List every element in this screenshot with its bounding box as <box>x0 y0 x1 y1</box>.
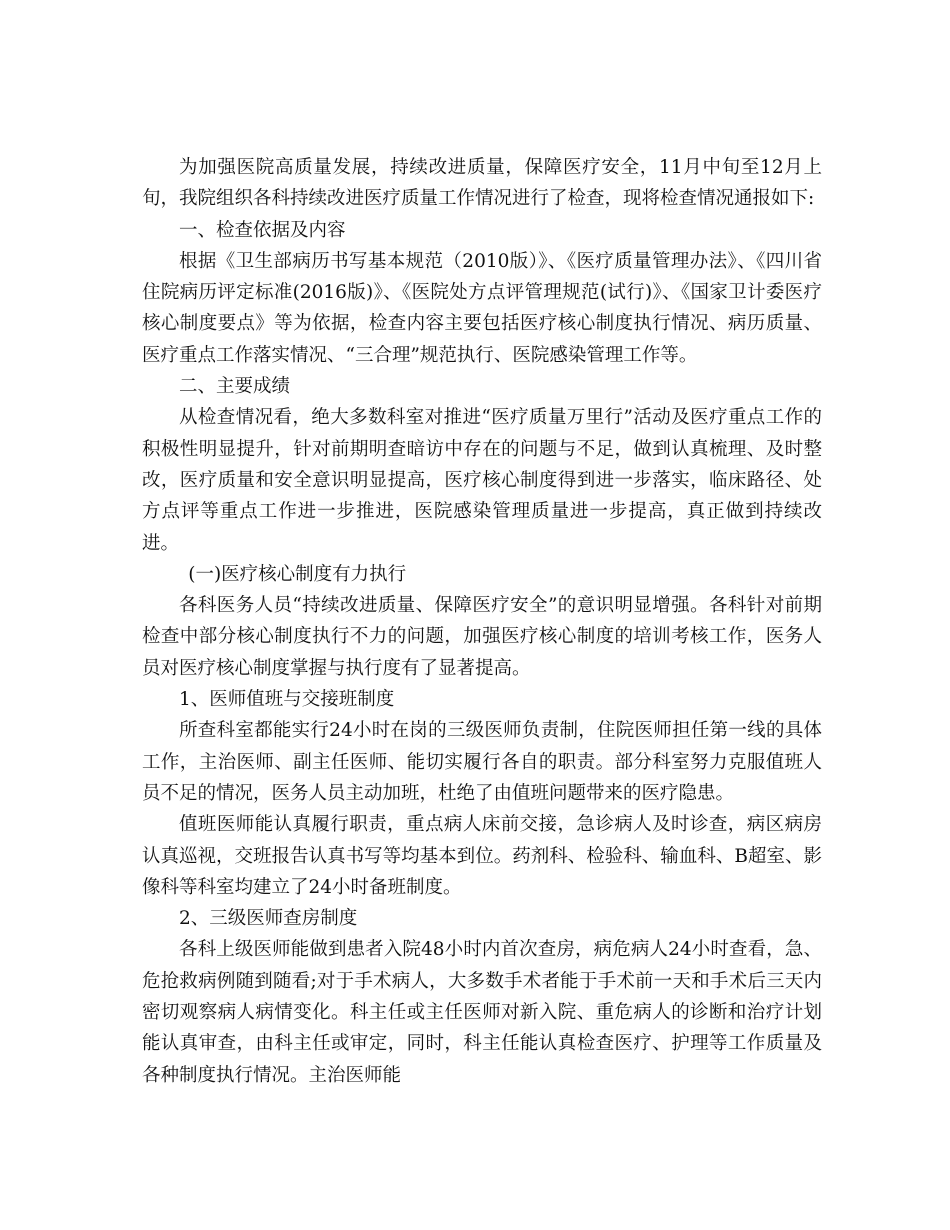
document-body <box>142 152 822 1091</box>
item-heading-ward-rounds: 2、三级医师查房制度 <box>179 908 358 930</box>
achievements-paragraph: 从检查情况看，绝大多数科室对推进“医疗质量万里行”活动及医疗重点工作的积极性明显提升，针对前期明查暗访中存在的问题与不足，做到认真梳理、及时整改，医疗质量和安全意识明显提高，医疗核心制度得到进一步落实，临床路径、处方点评等重点工作进一步推进，医院感染管理质量进一步提高，真正做到持续改进。 <box>142 407 822 554</box>
duty-handover-paragraph-1: 所查科室都能实行24小时在岗的三级医师负责制，住院医师担任第一线的具体工作，主治医师、副主任医师、能切实履行各自的职责。部分科室努力克服值班人员不足的情况，医务人员主动加班，杜绝了由值班问题带来的医疗隐患。 <box>142 720 822 804</box>
item-heading-duty-handover: 1、医师值班与交接班制度 <box>179 689 395 711</box>
inspection-basis-paragraph: 根据《卫生部病历书写基本规范（2010版）》、《医疗质量管理办法》、《四川省住院病历评定标准(2016版)》、《医院处方点评管理规范(试行)》、《国家卫计委医疗核心制度要点》等为依据，检查内容主要包括医疗核心制度执行情况、病历质量、医疗重点工作落实情况、“三合理”规范执行、医院感染管理工作等。 <box>142 250 822 366</box>
ward-rounds-paragraph: 各科上级医师能做到患者入院48小时内首次查房，病危病人24小时查看，急、危抢救病例随到随看;对于手术病人，大多数手术者能于手术前一天和手术后三天内密切观察病人病情变化。科主任或主任医师对新入院、重危病人的诊断和治疗计划能认真审查，由科主任或审定，同时，科主任能认真检查医疗、护理等工作质量及各种制度执行情况。主治医师能 <box>142 939 822 1086</box>
section-heading-achievements: 二、主要成绩 <box>179 376 291 398</box>
core-system-paragraph: 各科医务人员“持续改进质量、保障医疗安全”的意识明显增强。各科针对前期检查中部分核心制度执行不力的问题，加强医疗核心制度的培训考核工作，医务人员对医疗核心制度掌握与执行度有了显著提高。 <box>142 595 822 679</box>
subsection-heading-core-system: (一)医疗核心制度有力执行 <box>188 563 407 585</box>
duty-handover-paragraph-2: 值班医师能认真履行职责，重点病人床前交接，急诊病人及时诊查，病区病房认真巡视，交班报告认真书写等均基本到位。药剂科、检验科、输血科、B超室、影像科等科室均建立了24小时备班制度。 <box>142 814 822 898</box>
section-heading-inspection-basis: 一、检查依据及内容 <box>179 219 346 241</box>
intro-paragraph: 为加强医院高质量发展，持续改进质量，保障医疗安全，11月中旬至12月上旬，我院组织各科持续改进医疗质量工作情况进行了检查，现将检查情况通报如下: <box>142 157 822 210</box>
